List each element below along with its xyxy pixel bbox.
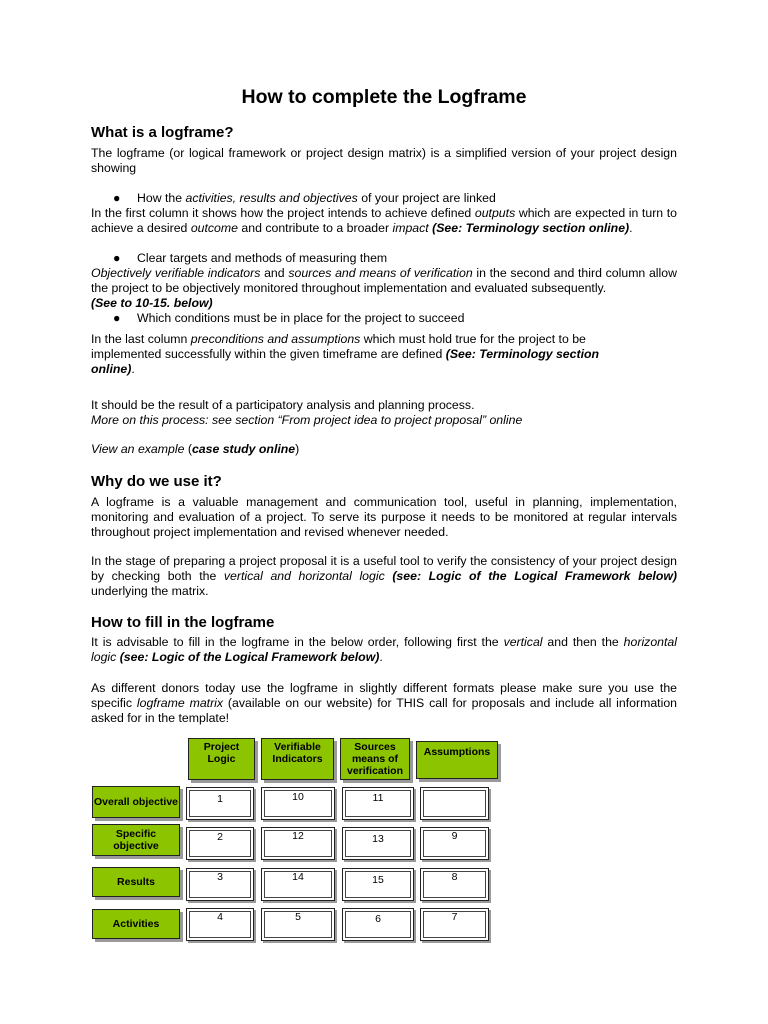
assumptions-paragraph: In the last column preconditions and assumptions which must hold true for the project to be implemented successfully within the given timeframe are defined (See: Terminology section online).	[91, 332, 600, 376]
matrix-cell: 14	[261, 868, 335, 901]
matrix-cell: 6	[342, 908, 414, 941]
matrix-cell: 1	[186, 787, 254, 820]
matrix-cell: 8	[420, 868, 489, 901]
matrix-cell: 9	[420, 827, 489, 860]
why-paragraph-2: In the stage of preparing a project proposal it is a useful tool to verify the consistency of your project design by checking both the vertical and horizontal logic (see: Logic of the Logical Framework below) underlying the matrix.	[91, 554, 678, 598]
how-paragraph-1: It is advisable to fill in the logframe in the below order, following first the vertical and then the horizontal logic (see: Logic of the Logical Framework below).	[91, 635, 677, 664]
section-heading-what: What is a logframe?	[91, 124, 234, 141]
bullet-item-3: ● Which conditions must be in place for the project to succeed	[113, 311, 465, 325]
why-paragraph-1: A logframe is a valuable management and communication tool, useful in planning, implementation, monitoring and evaluation of a project. To serve its purpose it needs to be monitored at regular intervals throughout project implementation and revised whenever needed.	[91, 495, 677, 539]
indicators-paragraph: Objectively verifiable indicators and sources and means of verification in the second and third column allow the project to be objectively monitored throughout implementation and evaluated subsequently. (See to 10-15. below)	[91, 266, 677, 310]
matrix-cell: 13	[342, 827, 414, 860]
column-header-project-logic: Project Logic	[188, 738, 255, 780]
bullet-icon: ●	[113, 311, 121, 325]
row-label-overall-objective: Overall objective	[92, 786, 180, 818]
bullet-icon: ●	[113, 191, 121, 205]
column-header-assumptions: Assumptions	[416, 741, 498, 779]
section-heading-why: Why do we use it?	[91, 473, 222, 490]
column-header-sources: Sources means of verification	[340, 738, 410, 780]
columns-paragraph: In the first column it shows how the project intends to achieve defined outputs which are expected in turn to achieve a desired outcome and contribute to a broader impact (See: Terminology section online).	[91, 206, 677, 235]
row-label-activities: Activities	[92, 909, 180, 939]
column-header-verifiable-indicators: Verifiable Indicators	[261, 738, 334, 780]
row-label-results: Results	[92, 867, 180, 897]
matrix-cell: 4	[186, 908, 254, 941]
matrix-cell: 3	[186, 868, 254, 901]
bullet-item-1: ● How the activities, results and objectives of your project are linked	[113, 191, 496, 205]
more-info-paragraph: More on this process: see section “From project idea to project proposal” online	[91, 413, 523, 427]
matrix-cell	[420, 787, 489, 820]
matrix-cell: 15	[342, 868, 414, 901]
matrix-cell: 12	[261, 827, 335, 860]
page-title: How to complete the Logframe	[241, 86, 527, 108]
how-paragraph-2: As different donors today use the logframe in slightly different formats please make sure you use the specific logframe matrix (available on our website) for THIS call for proposals and include all information asked for in the template!	[91, 681, 678, 725]
matrix-cell: 10	[261, 787, 335, 820]
section-heading-how: How to fill in the logframe	[91, 614, 275, 631]
matrix-cell: 2	[186, 827, 254, 860]
matrix-cell: 7	[420, 908, 489, 941]
matrix-cell: 11	[342, 787, 414, 820]
participatory-paragraph: It should be the result of a participatory analysis and planning process.	[91, 398, 475, 412]
intro-paragraph: The logframe (or logical framework or project design matrix) is a simplified version of your project design showing	[91, 146, 677, 175]
example-link[interactable]: View an example (case study online)	[91, 442, 300, 456]
bullet-item-2: ● Clear targets and methods of measuring them	[113, 251, 388, 265]
bullet-icon: ●	[113, 251, 121, 265]
row-label-specific-objective: Specific objective	[92, 824, 180, 856]
matrix-cell: 5	[261, 908, 335, 941]
